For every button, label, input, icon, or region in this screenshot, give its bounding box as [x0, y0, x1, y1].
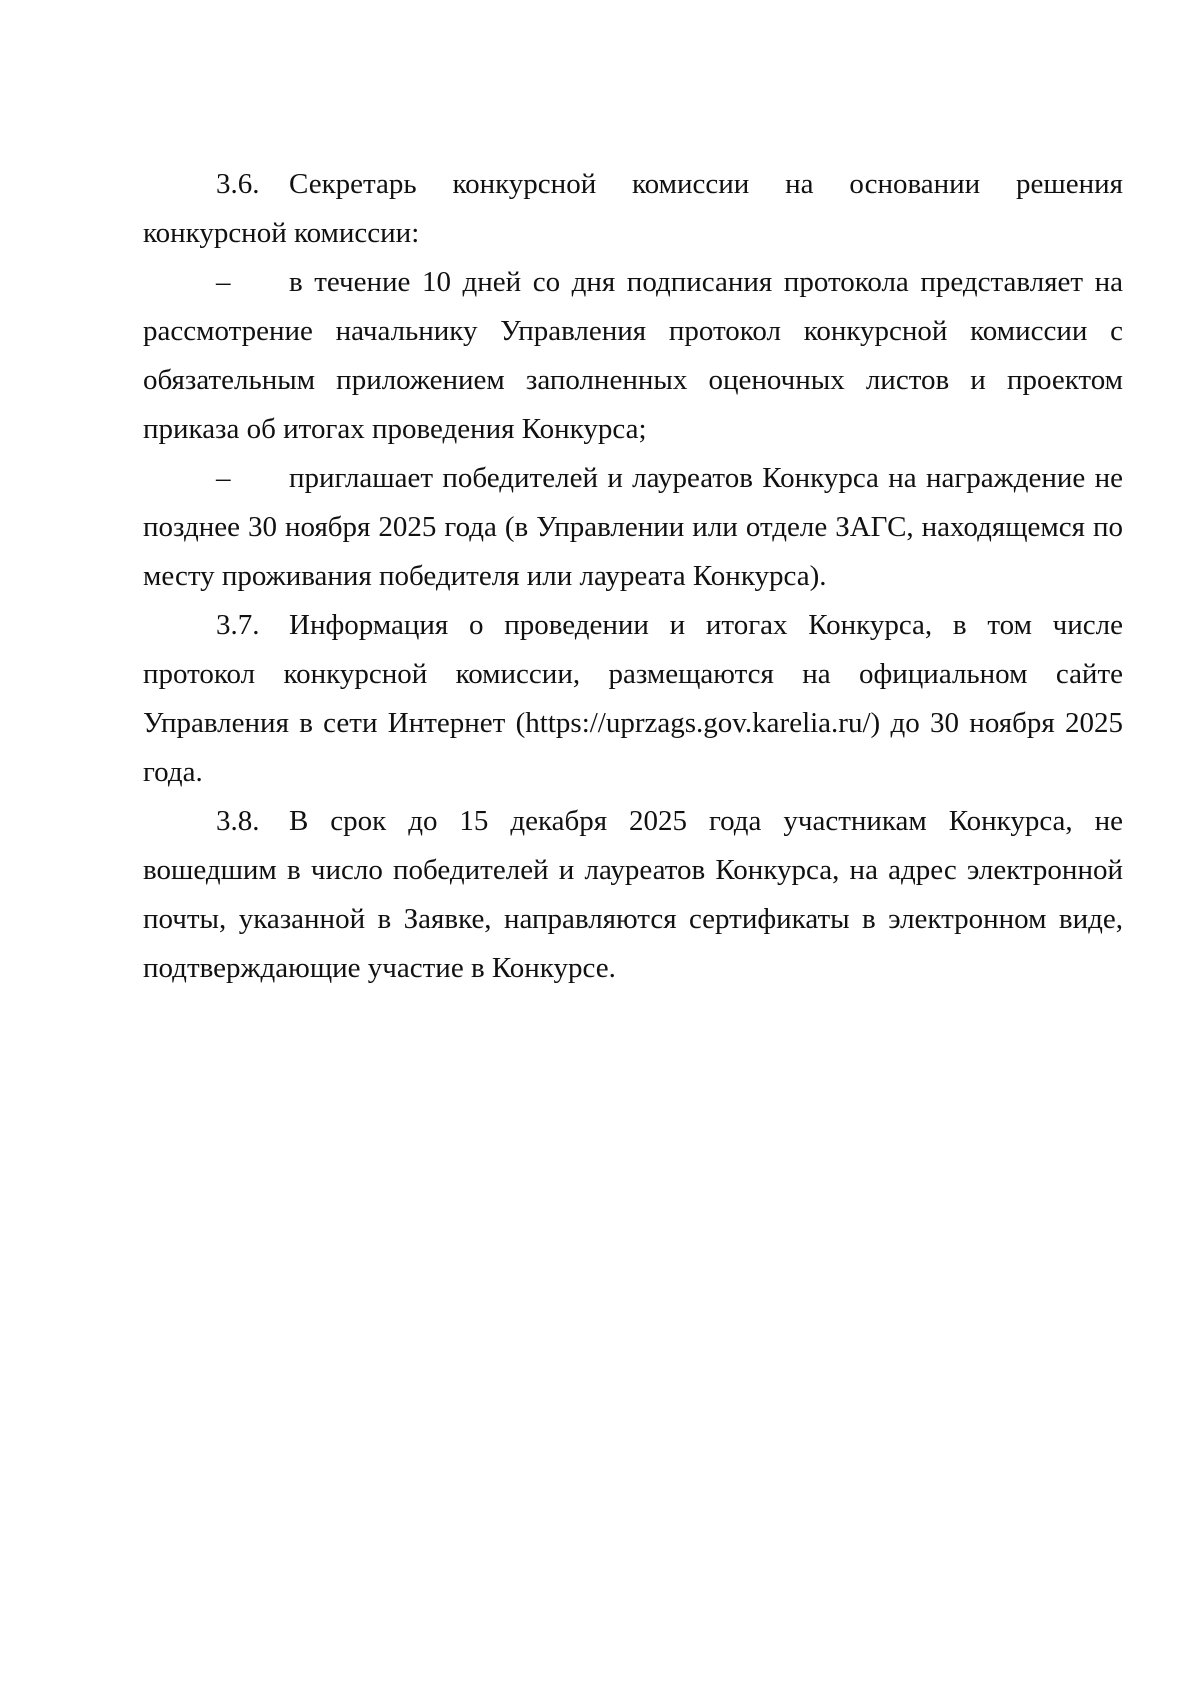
list-item-submit-protocol	[143, 258, 1123, 454]
list-item-text: в течение 10 дней со дня подписания протокола представляет на рассмотрение начальнику Управления протокол конкурсной комиссии с обязательным приложением заполненных оценочных листов и проектом приказа об итогах проведения Конкурса;	[143, 266, 1123, 445]
dash-marker: –	[216, 462, 231, 494]
document-body	[143, 160, 1123, 993]
paragraph-number: 3.7.	[216, 609, 260, 641]
paragraph-3-7	[143, 601, 1123, 797]
paragraph-text: Секретарь конкурсной комиссии на основании решения конкурсной комиссии:	[143, 168, 1123, 249]
paragraph-3-8	[143, 797, 1123, 993]
paragraph-text: Информация о проведении и итогах Конкурса, в том числе протокол конкурсной комиссии, размещаются на официальном сайте Управления в сети Интернет (https://uprzags.gov.karelia.ru/) до 30 ноября 2025 года.	[143, 609, 1123, 788]
dash-marker: –	[216, 266, 231, 298]
paragraph-text: В срок до 15 декабря 2025 года участникам Конкурса, не вошедшим в число победителей и лауреатов Конкурса, на адрес электронной почты, указанной в Заявке, направляются сертификаты в электронном виде, подтверждающие участие в Конкурсе.	[143, 805, 1123, 984]
list-item-invite-winners	[143, 454, 1123, 601]
paragraph-number: 3.8.	[216, 805, 260, 837]
list-item-text: приглашает победителей и лауреатов Конкурса на награждение не позднее 30 ноября 2025 года (в Управлении или отделе ЗАГС, находящемся по месту проживания победителя или лауреата Конкурса).	[143, 462, 1123, 592]
paragraph-number: 3.6.	[216, 168, 260, 200]
paragraph-3-6	[143, 160, 1123, 258]
